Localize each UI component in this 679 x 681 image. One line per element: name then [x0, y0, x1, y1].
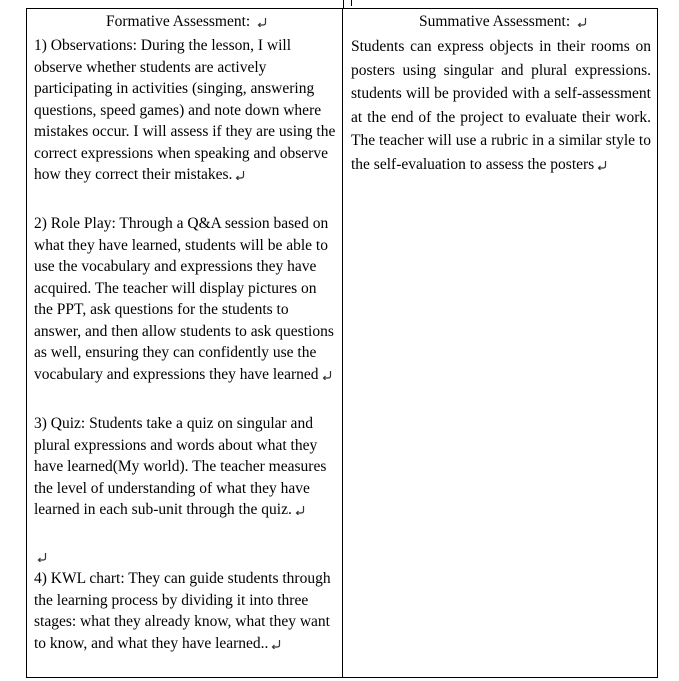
table-bottom-border	[26, 677, 658, 678]
formative-heading: Formative Assessment:	[106, 12, 267, 32]
summative-heading: Summative Assessment:	[419, 12, 587, 32]
return-arrow-icon	[271, 639, 281, 649]
column-marker	[351, 0, 352, 6]
column-divider	[342, 8, 343, 678]
formative-item-kwl-chart: 4) KWL chart: They can guide students through the learning process by dividing it into three stages: what they already know, what they want to know, and what they have learned..	[34, 570, 331, 652]
return-arrow-icon	[257, 17, 267, 27]
return-arrow-icon	[597, 160, 607, 170]
return-arrow-icon	[235, 170, 245, 180]
return-arrow-icon	[37, 552, 47, 562]
column-marker	[343, 0, 344, 8]
return-arrow-icon	[577, 17, 587, 27]
formative-item-role-play: 2) Role Play: Through a Q&A session based on what they have learned, students will be able to use the vocabulary and expressions they have acquired. The teacher will display pictures on the PPT, ask questions for the students to answer, and then allow students to ask questions as well, ensuring they can confidently use the vocabulary and expressions they have learned	[34, 215, 334, 383]
return-arrow-icon	[322, 370, 332, 380]
return-arrow-icon	[295, 505, 305, 515]
summative-description: Students can express objects in their rooms on posters using singular and plural expressions. students will be provided with a self-assessment at the end of the project to evaluate their work. The teacher will use a rubric in a similar style to the self-evaluation to assess the posters	[351, 38, 651, 173]
formative-item-observations: 1) Observations: During the lesson, I will observe whether students are actively participating in activities (singing, answering questions, speed games) and note down where mistakes occur. I will assess if they are using the correct expressions when speaking and observe how they correct their mistakes.	[34, 37, 336, 183]
formative-item-quiz: 3) Quiz: Students take a quiz on singular and plural expressions and words about what they have learned(My world). The teacher measures the level of understanding of what they have learned in each sub-unit through the quiz.	[34, 415, 327, 518]
